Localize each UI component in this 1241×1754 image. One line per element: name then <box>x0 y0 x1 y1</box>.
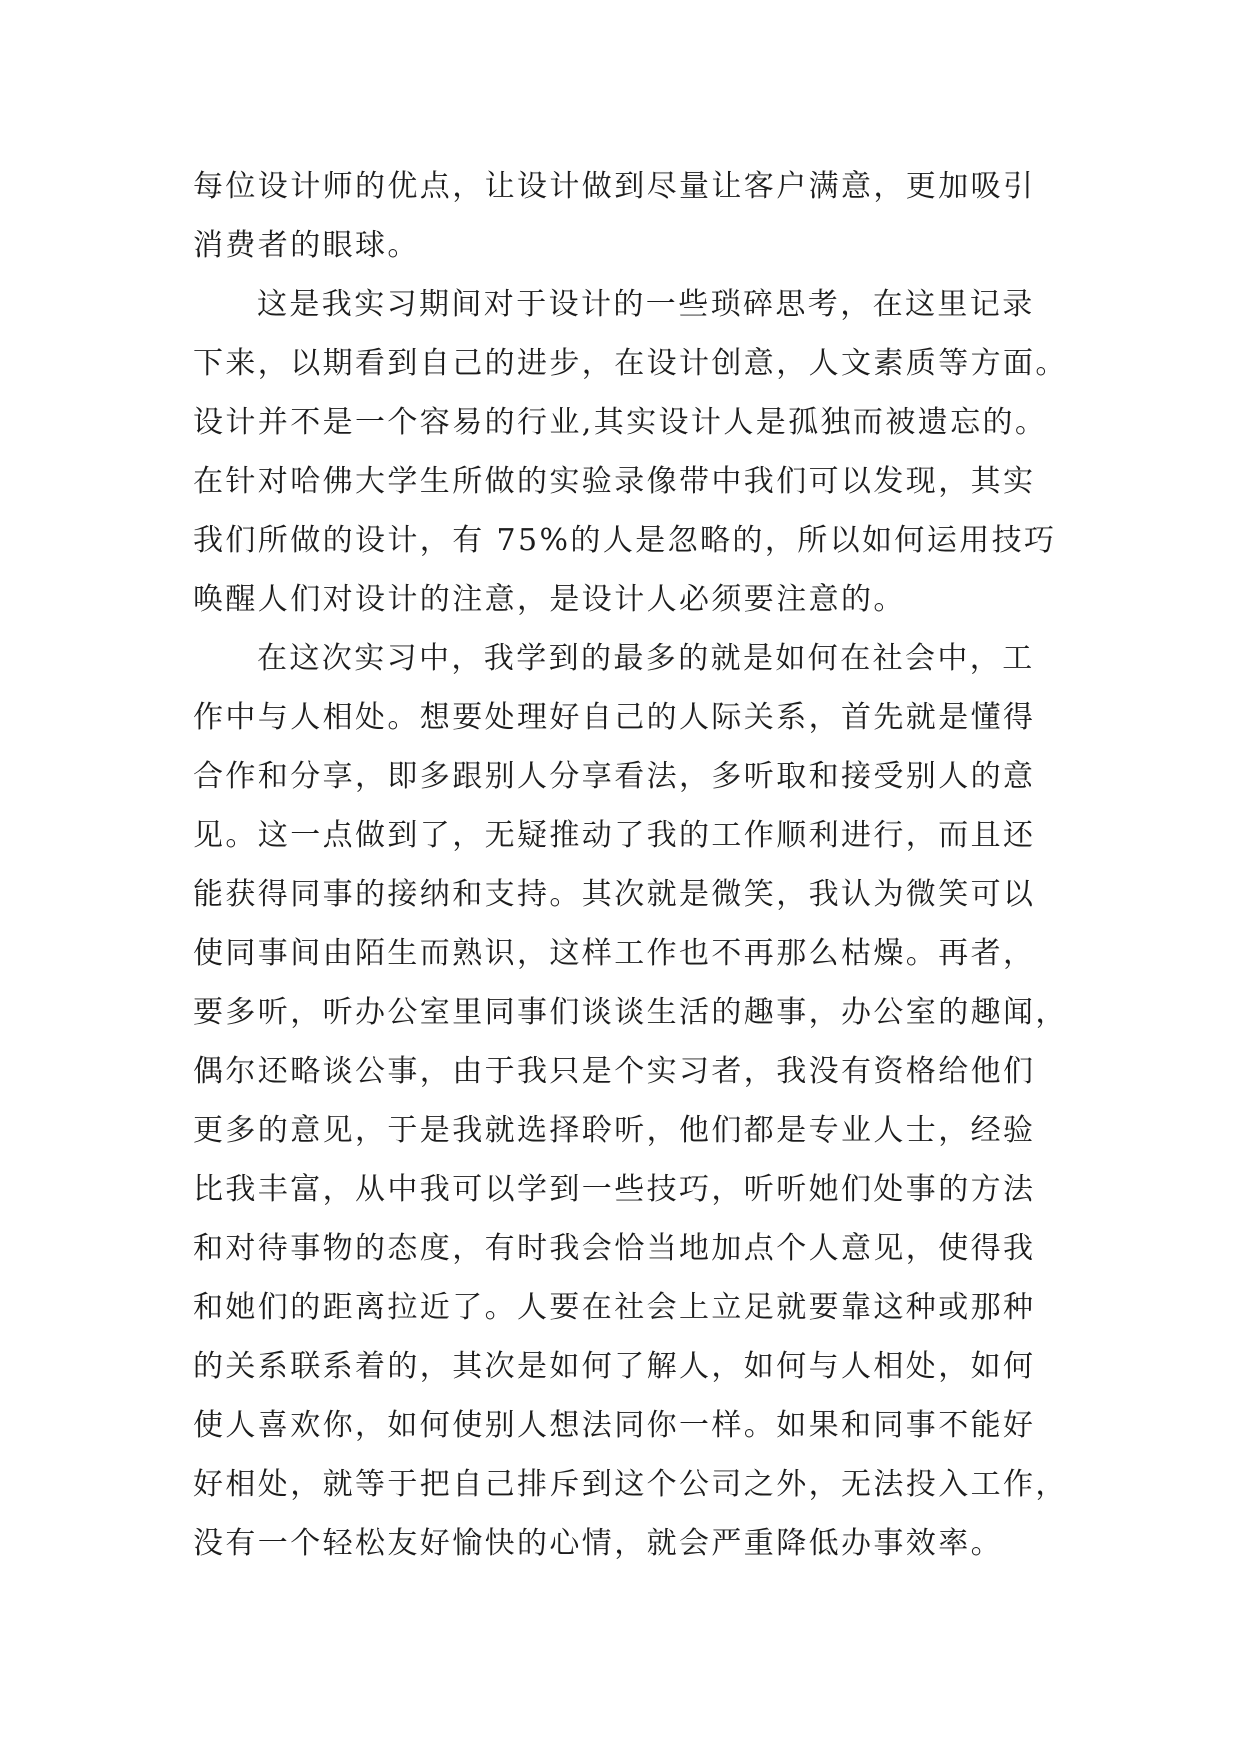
paragraph-2 <box>193 275 1073 629</box>
paragraph-3 <box>193 629 1073 1573</box>
text-line: 偶尔还略谈公事，由于我只是个实习者，我没有资格给他们 <box>193 1054 1036 1089</box>
text-line: 下来，以期看到自己的进步，在设计创意，人文素质等方面。 <box>193 346 1068 381</box>
text-line: 和她们的距离拉近了。人要在社会上立足就要靠这种或那种 <box>193 1290 1036 1325</box>
text-line: 每位设计师的优点，让设计做到尽量让客户满意，更加吸引 <box>193 169 1036 204</box>
text-line: 这是我实习期间对于设计的一些琐碎思考，在这里记录 <box>257 287 1035 322</box>
text-line: 能获得同事的接纳和支持。其次就是微笑，我认为微笑可以 <box>193 877 1036 912</box>
text-line: 更多的意见，于是我就选择聆听，他们都是专业人士，经验 <box>193 1113 1036 1148</box>
text-line: 唤醒人们对设计的注意，是设计人必须要注意的。 <box>193 582 906 617</box>
text-line: 和对待事物的态度，有时我会恰当地加点个人意见，使得我 <box>193 1231 1036 1266</box>
text-line: 使同事间由陌生而熟识，这样工作也不再那么枯燥。再者， <box>193 936 1036 971</box>
body-text <box>193 157 1073 1573</box>
text-line: 好相处，就等于把自己排斥到这个公司之外，无法投入工作， <box>193 1467 1068 1502</box>
text-line: 的关系联系着的，其次是如何了解人，如何与人相处，如何 <box>193 1349 1036 1384</box>
text-line: 合作和分享，即多跟别人分享看法，多听取和接受别人的意 <box>193 759 1036 794</box>
paragraph-1 <box>193 157 1073 275</box>
text-line: 设计并不是一个容易的行业,其实设计人是孤独而被遗忘的。 <box>193 405 1048 440</box>
text-line: 使人喜欢你，如何使别人想法同你一样。如果和同事不能好 <box>193 1408 1036 1443</box>
text-line: 消费者的眼球。 <box>193 228 420 263</box>
text-line: 在针对哈佛大学生所做的实验录像带中我们可以发现，其实 <box>193 464 1036 499</box>
text-line: 我们所做的设计，有 75%的人是忽略的，所以如何运用技巧 <box>193 523 1057 558</box>
text-line: 作中与人相处。想要处理好自己的人际关系，首先就是懂得 <box>193 700 1036 735</box>
text-line: 在这次实习中，我学到的最多的就是如何在社会中，工 <box>257 641 1035 676</box>
text-line: 比我丰富，从中我可以学到一些技巧，听听她们处事的方法 <box>193 1172 1036 1207</box>
text-line: 没有一个轻松友好愉快的心情，就会严重降低办事效率。 <box>193 1526 1003 1561</box>
text-line: 见。这一点做到了，无疑推动了我的工作顺利进行，而且还 <box>193 818 1036 853</box>
text-line: 要多听，听办公室里同事们谈谈生活的趣事，办公室的趣闻， <box>193 995 1068 1030</box>
